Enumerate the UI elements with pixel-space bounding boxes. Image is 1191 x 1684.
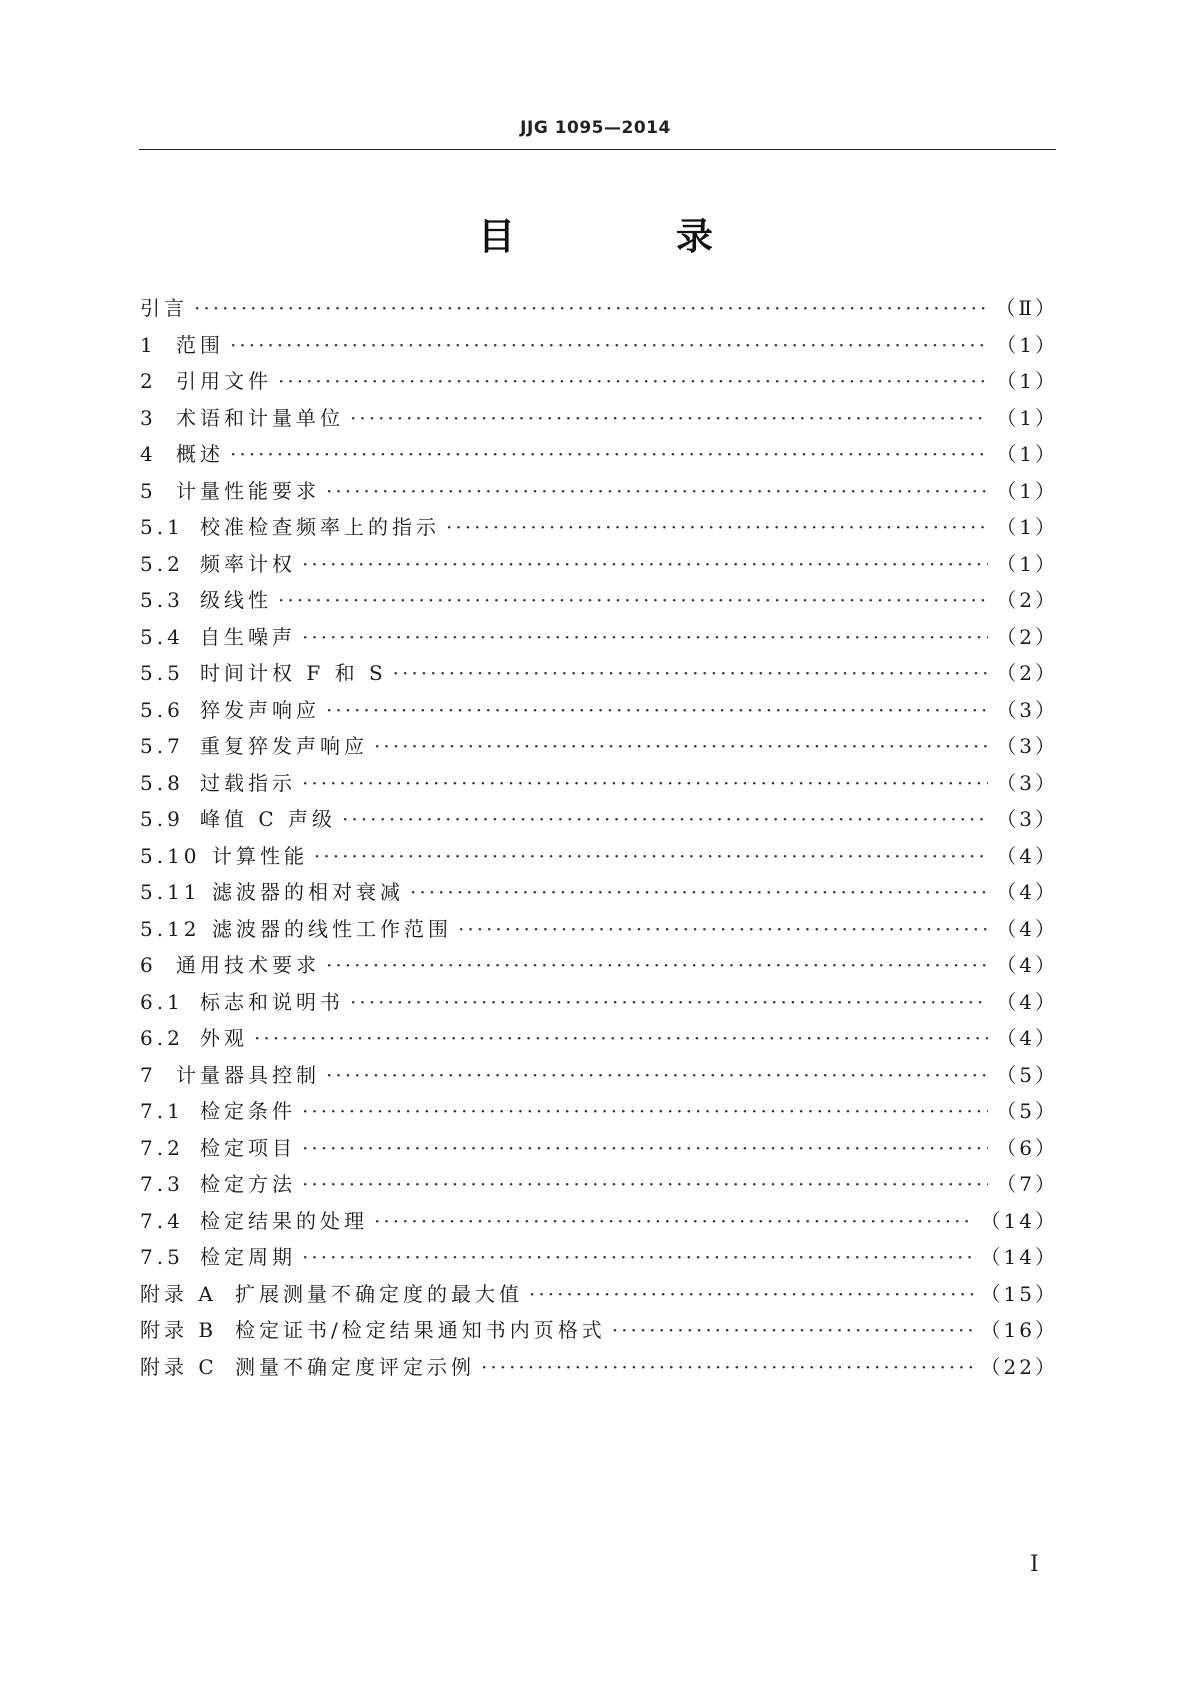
toc-entry-page: （1） bbox=[996, 551, 1058, 576]
toc-entry-label: 检定证书/检定结果通知书内页格式 bbox=[235, 1318, 606, 1342]
toc-entry-page: （4） bbox=[996, 953, 1058, 977]
toc-entry[interactable] bbox=[140, 801, 1058, 838]
toc-entry-page: （7） bbox=[996, 1172, 1058, 1196]
toc-entry[interactable] bbox=[140, 290, 1058, 327]
toc-entry-page: （6） bbox=[996, 1135, 1058, 1160]
toc-entry-page: （3） bbox=[996, 734, 1058, 758]
page-title: 目 录 bbox=[478, 215, 787, 258]
toc-entry-number: 5.9 bbox=[140, 807, 184, 831]
toc-entry-page: （4） bbox=[996, 880, 1058, 904]
toc-entry-page: （3） bbox=[996, 807, 1058, 831]
toc-entry[interactable] bbox=[140, 984, 1058, 1021]
toc-entry[interactable] bbox=[140, 1349, 1058, 1386]
toc-entry[interactable] bbox=[140, 582, 1058, 619]
toc-entry-number: 7.3 bbox=[140, 1172, 184, 1196]
dot-leader bbox=[302, 1130, 988, 1167]
toc-entry-number: 5.3 bbox=[140, 588, 184, 612]
dot-leader bbox=[326, 947, 988, 984]
dot-leader bbox=[302, 765, 988, 802]
toc-entry-page: （22） bbox=[980, 1354, 1058, 1379]
dot-leader bbox=[254, 1020, 988, 1057]
toc-entry-number: 5.8 bbox=[140, 770, 184, 795]
toc-entry[interactable] bbox=[140, 1239, 1058, 1276]
toc-entry-number: 5.11 bbox=[140, 880, 201, 904]
dot-leader bbox=[302, 1093, 988, 1130]
toc-entry-page: （1） bbox=[996, 332, 1058, 357]
toc-entry-page: （1） bbox=[996, 478, 1058, 503]
toc-entry-label: 通用技术要求 bbox=[176, 953, 320, 977]
toc-entry-page: （2） bbox=[996, 661, 1058, 685]
toc-entry-number: 5.6 bbox=[140, 697, 184, 722]
toc-entry-number: 6.1 bbox=[140, 989, 184, 1014]
toc-entry-label: 术语和计量单位 bbox=[176, 405, 344, 430]
dot-leader bbox=[326, 1057, 988, 1094]
dot-leader bbox=[529, 1276, 973, 1313]
toc-entry[interactable] bbox=[140, 436, 1058, 473]
toc-entry-page: （4） bbox=[996, 916, 1058, 941]
toc-entry-page: （3） bbox=[996, 697, 1058, 722]
toc-entry-label: 检定条件 bbox=[200, 1099, 296, 1123]
toc-entry-label: 计算性能 bbox=[212, 843, 308, 868]
toc-entry-number: 5.1 bbox=[140, 515, 184, 539]
standard-code-header: JJG 1095—2014 bbox=[520, 118, 671, 138]
toc-entry-page: （4） bbox=[996, 1026, 1058, 1050]
toc-entry-number: 5.10 bbox=[140, 843, 201, 868]
toc-entry[interactable] bbox=[140, 1312, 1058, 1349]
dot-leader bbox=[278, 363, 988, 400]
toc-entry-number: 1 bbox=[140, 332, 157, 357]
toc-entry-number: 附录 B bbox=[140, 1318, 218, 1342]
toc-entry-number: 3 bbox=[140, 405, 157, 430]
toc-entry[interactable] bbox=[140, 1130, 1058, 1167]
toc-entry-label: 引用文件 bbox=[176, 369, 272, 393]
toc-entry-label: 过载指示 bbox=[200, 770, 296, 795]
toc-entry-number: 附录 A bbox=[140, 1281, 217, 1306]
toc-entry[interactable] bbox=[140, 655, 1058, 692]
dot-leader bbox=[446, 509, 988, 546]
toc-entry[interactable] bbox=[140, 728, 1058, 765]
toc-entry-label: 外观 bbox=[200, 1026, 248, 1050]
toc-entry-page: （1） bbox=[996, 405, 1058, 430]
dot-leader bbox=[481, 1349, 973, 1386]
toc-entry-number: 5.4 bbox=[140, 624, 184, 649]
toc-entry-number: 7.1 bbox=[140, 1099, 184, 1123]
toc-entry-page: （1） bbox=[996, 515, 1058, 539]
toc-entry[interactable] bbox=[140, 1276, 1058, 1313]
toc-entry-label: 检定结果的处理 bbox=[200, 1208, 368, 1233]
toc-entry[interactable] bbox=[140, 1203, 1058, 1240]
toc-entry-label: 峰值 C 声级 bbox=[200, 807, 337, 831]
toc-entry-number: 附录 C bbox=[140, 1354, 218, 1379]
toc-entry[interactable] bbox=[140, 838, 1058, 875]
page-number: I bbox=[1030, 1552, 1039, 1577]
toc-entry-page: （5） bbox=[996, 1062, 1058, 1087]
toc-entry[interactable] bbox=[140, 1020, 1058, 1057]
toc-entry-page: （14） bbox=[980, 1208, 1058, 1233]
toc-entry-number: 7 bbox=[140, 1062, 157, 1087]
toc-entry-number: 4 bbox=[140, 442, 157, 466]
dot-leader bbox=[314, 838, 988, 875]
toc-entry-number: 5.12 bbox=[140, 916, 201, 941]
toc-entry-label: 检定方法 bbox=[200, 1172, 296, 1196]
toc-entry-label: 时间计权 F 和 S bbox=[200, 661, 387, 685]
dot-leader bbox=[374, 728, 988, 765]
toc-entry-page: （5） bbox=[996, 1099, 1058, 1123]
toc-entry-number: 6.2 bbox=[140, 1026, 184, 1050]
toc-entry-number: 5 bbox=[140, 478, 157, 503]
toc-entry[interactable] bbox=[140, 1057, 1058, 1094]
dot-leader bbox=[302, 1239, 973, 1276]
toc-entry[interactable] bbox=[140, 509, 1058, 546]
toc-entry[interactable] bbox=[140, 473, 1058, 510]
toc-entry-label: 测量不确定度评定示例 bbox=[235, 1354, 475, 1379]
toc-entry[interactable] bbox=[140, 1093, 1058, 1130]
toc-entry[interactable] bbox=[140, 400, 1058, 437]
dot-leader bbox=[393, 655, 989, 692]
dot-leader bbox=[326, 692, 988, 729]
toc-entry-number: 7.2 bbox=[140, 1135, 184, 1160]
dot-leader bbox=[612, 1312, 973, 1349]
toc-entry-page: （14） bbox=[980, 1245, 1058, 1269]
toc-entry[interactable] bbox=[140, 1166, 1058, 1203]
dot-leader bbox=[302, 546, 988, 583]
dot-leader bbox=[342, 801, 988, 838]
toc-entry-number: 5.5 bbox=[140, 661, 184, 685]
toc-entry-label: 检定周期 bbox=[200, 1245, 296, 1269]
toc-entry-number: 7.4 bbox=[140, 1208, 184, 1233]
toc-entry-page: （1） bbox=[996, 369, 1058, 393]
dot-leader bbox=[350, 984, 988, 1021]
toc-entry-label: 计量性能要求 bbox=[176, 478, 320, 503]
dot-leader bbox=[302, 619, 988, 656]
dot-leader bbox=[302, 1166, 988, 1203]
toc-entry[interactable] bbox=[140, 911, 1058, 948]
toc-entry-page: （15） bbox=[980, 1281, 1058, 1306]
toc-entry[interactable] bbox=[140, 546, 1058, 583]
header-rule bbox=[139, 149, 1056, 150]
toc-entry-label: 猝发声响应 bbox=[200, 697, 320, 722]
toc-entry-page: （3） bbox=[996, 770, 1058, 795]
toc-entry-label: 计量器具控制 bbox=[176, 1062, 320, 1087]
toc-entry-page: （16） bbox=[980, 1318, 1058, 1342]
toc-entry-label: 检定项目 bbox=[200, 1135, 296, 1160]
dot-leader bbox=[230, 327, 988, 364]
toc-entry-label: 扩展测量不确定度的最大值 bbox=[235, 1281, 523, 1306]
dot-leader bbox=[410, 874, 988, 911]
toc-entry-number: 5.7 bbox=[140, 734, 184, 758]
toc-entry-label: 标志和说明书 bbox=[200, 989, 344, 1014]
dot-leader bbox=[194, 290, 987, 327]
toc-entry-number: 5.2 bbox=[140, 551, 184, 576]
toc-entry-page: （Ⅱ） bbox=[995, 296, 1058, 320]
dot-leader bbox=[374, 1203, 973, 1240]
toc-entry[interactable] bbox=[140, 619, 1058, 656]
toc-entry[interactable] bbox=[140, 947, 1058, 984]
toc-entry-label: 重复猝发声响应 bbox=[200, 734, 368, 758]
dot-leader bbox=[230, 436, 988, 473]
toc-entry-label: 引言 bbox=[140, 296, 188, 320]
toc-entry[interactable] bbox=[140, 692, 1058, 729]
toc-entry-page: （4） bbox=[996, 843, 1058, 868]
toc-entry-label: 自生噪声 bbox=[200, 624, 296, 649]
toc-entry-number: 7.5 bbox=[140, 1245, 184, 1269]
toc-entry[interactable] bbox=[140, 765, 1058, 802]
toc-entry[interactable] bbox=[140, 874, 1058, 911]
toc-entry-label: 校准检查频率上的指示 bbox=[200, 515, 440, 539]
toc-entry-label: 级线性 bbox=[200, 588, 272, 612]
dot-leader bbox=[278, 582, 988, 619]
toc-entry[interactable] bbox=[140, 327, 1058, 364]
toc-entry-label: 滤波器的相对衰减 bbox=[212, 880, 404, 904]
toc-entry-label: 滤波器的线性工作范围 bbox=[212, 916, 452, 941]
toc-entry[interactable] bbox=[140, 363, 1058, 400]
toc-entry-page: （2） bbox=[996, 624, 1058, 649]
toc-entry-number: 2 bbox=[140, 369, 157, 393]
toc-entry-page: （4） bbox=[996, 989, 1058, 1014]
table-of-contents bbox=[140, 290, 1058, 1385]
dot-leader bbox=[326, 473, 988, 510]
dot-leader bbox=[350, 400, 988, 437]
toc-entry-label: 概述 bbox=[176, 442, 224, 466]
toc-entry-page: （2） bbox=[996, 588, 1058, 612]
dot-leader bbox=[458, 911, 988, 948]
toc-entry-number: 6 bbox=[140, 953, 157, 977]
toc-entry-page: （1） bbox=[996, 442, 1058, 466]
toc-entry-label: 范围 bbox=[176, 332, 224, 357]
toc-entry-label: 频率计权 bbox=[200, 551, 296, 576]
